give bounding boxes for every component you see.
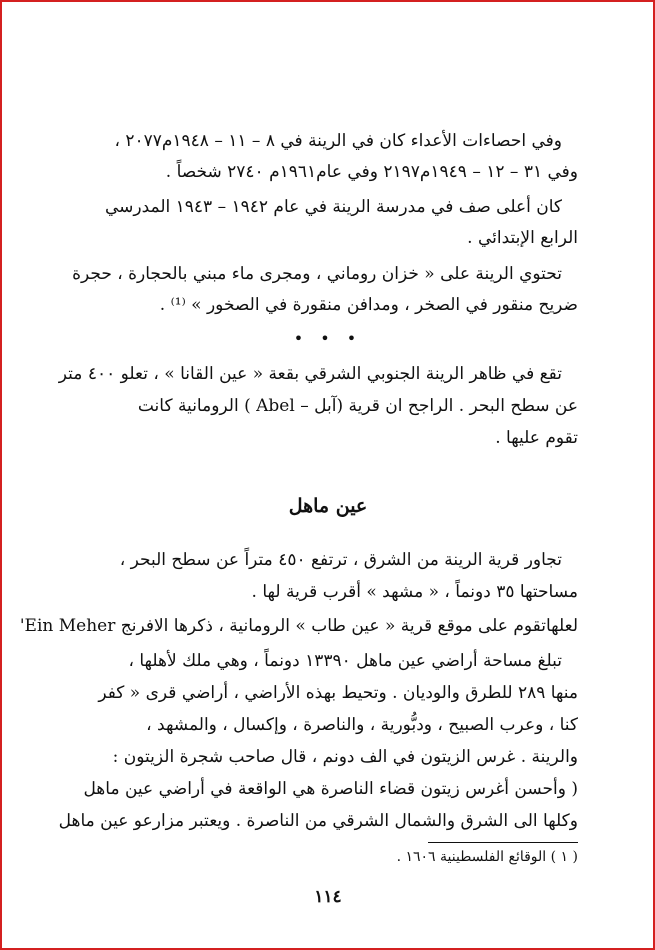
text-line: تقع في ظاهر الرينة الجنوبي الشرقي بقعة « عين القانا » ، تعلو ٤٠٠ متر — [58, 364, 562, 384]
text-line: تبلغ مساحة أراضي عين ماهل ١٣٣٩٠ دونماً ، وهي ملك لأهلها ، — [128, 651, 562, 671]
footnote: ( ١ ) الوقائع الفلسطينية ١٦٠٦ . — [396, 849, 578, 865]
text-line: وفي احصاءات الأعداء كان في الرينة في ٨ – ١١ – ١٩٤٨م٢٠٧٧ ، — [114, 131, 562, 151]
text-line: ضريح منقور في الصخر ، ومدافن منقورة في الصخور » ⁽¹⁾ . — [159, 295, 578, 315]
footnote-rule — [428, 842, 578, 843]
text-line: مساحتها ٣٥ دونماً ، « مشهد » أقرب قرية لها . — [251, 582, 578, 602]
text-line: والرينة . غرس الزيتون في الف دونم ، قال صاحب شجرة الزيتون : — [112, 747, 578, 767]
text-line: وفي ٣١ – ١٢ – ١٩٤٩م٢١٩٧ وفي عام١٩٦١م ٢٧٤٠ شخصاً . — [165, 162, 578, 182]
section-heading: عين ماهل — [288, 495, 368, 517]
text-line: تحتوي الرينة على « خزان روماني ، ومجرى ماء مبني بالحجارة ، حجرة — [72, 264, 562, 284]
text-line: تقوم عليها . — [495, 428, 578, 448]
text-line: عن سطح البحر . الراجح ان قرية (آبل – Abel ) الرومانية كانت — [137, 396, 578, 416]
text-line: تجاور قرية الرينة من الشرق ، ترتفع ٤٥٠ متراً عن سطح البحر ، — [119, 550, 562, 570]
text-line: وكلها الى الشرق والشمال الشرقي من الناصرة . ويعتبر مزارعو عين ماهل — [58, 811, 578, 831]
text-line: الرابع الإبتدائي . — [467, 228, 578, 248]
text-line: كنا ، وعرب الصبيح ، ودبُّورية ، والناصرة ، وإكسال ، والمشهد ، — [146, 715, 578, 735]
section-separator: • • • — [293, 329, 363, 348]
text-line: ( وأحسن أغرس زيتون قضاء الناصرة هي الواقعة في أراضي عين ماهل — [83, 779, 578, 799]
text-line: كان أعلى صف في مدرسة الرينة في عام ١٩٤٢ – ١٩٤٣ المدرسي — [104, 197, 562, 217]
text-line: منها ٢٨٩ للطرق والوديان . وتحيط بهذه الأراضي ، أراضي قرى « كفر — [98, 683, 578, 703]
page-number: ١١٤ — [314, 887, 342, 907]
text-line: لعلهاتقوم على موقع قرية « عين طاب » الرومانية ، ذكرها الافرنج Ein Meher' — [19, 616, 578, 636]
